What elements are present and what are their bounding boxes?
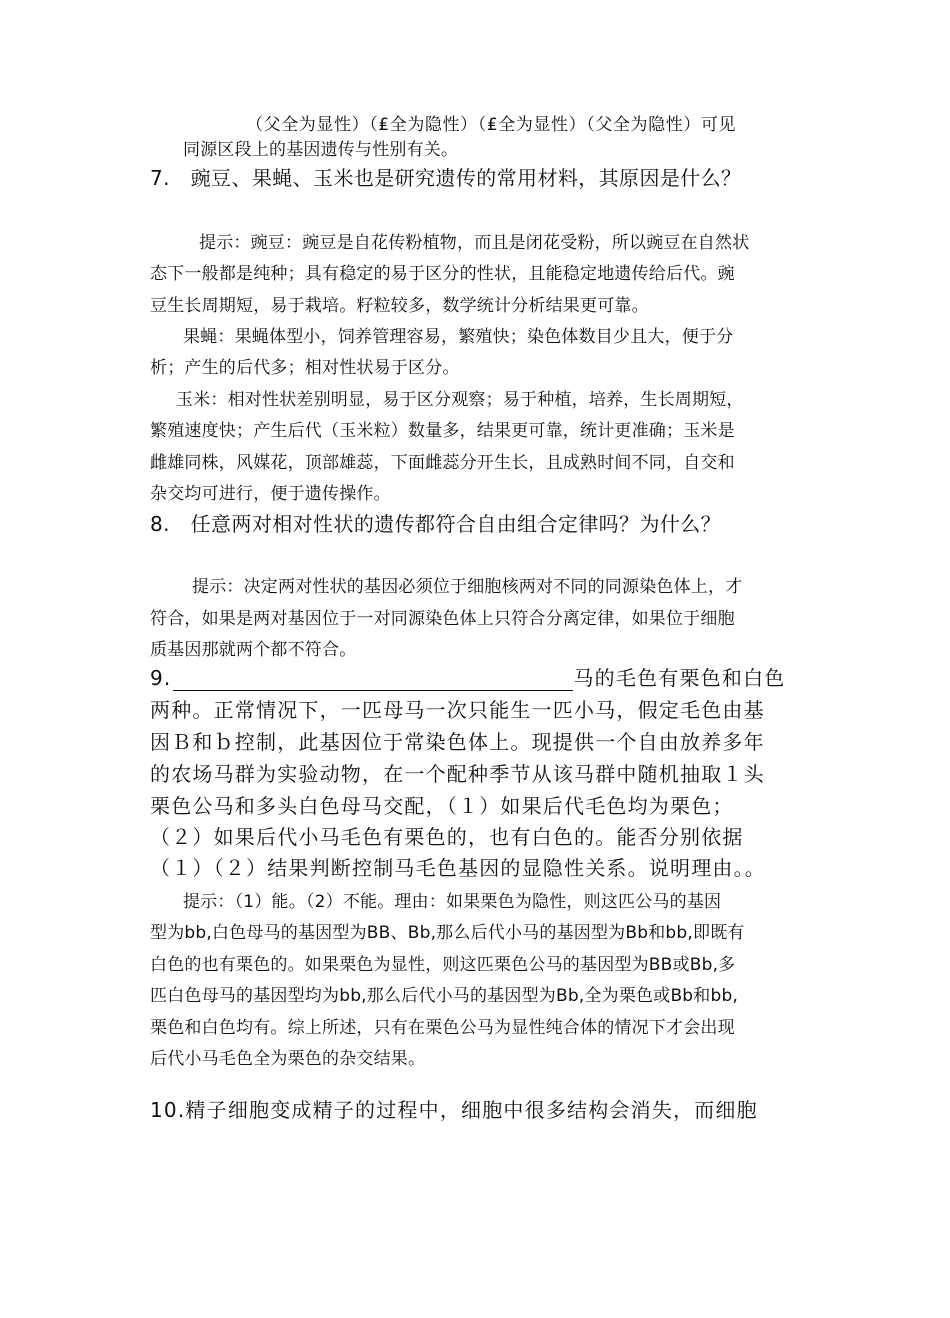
- q9-body-line: 的农场马群为实验动物，在一个配种季节从该马群中随机抽取１头: [150, 762, 765, 786]
- q8-hint-line: 质基因那就两个都不符合。: [150, 640, 357, 660]
- q7-hint-line: 杂交均可进行，便于遗传操作。: [150, 484, 391, 504]
- q9-hint-line: 白色的也有栗色的。如果栗色为显性，则这匹栗色公马的基因型为BB或Bb,多: [150, 955, 736, 975]
- question-9-first-line-text: 马的毛色有栗色和白色: [573, 666, 786, 690]
- q9-body-line: （１）（２）结果判断控制马毛色基因的显隐性关系。说明理由。。: [150, 856, 766, 880]
- question-8-number: 8.: [150, 512, 170, 536]
- question-10-number: 10.: [150, 1098, 186, 1122]
- question-9-number: 9.: [150, 666, 172, 690]
- q7-hint-line: 豆生长周期短，易于栽培。籽粒较多，数学统计分析结果更可靠。: [150, 296, 649, 316]
- question-7: [150, 162, 741, 191]
- q9-body-line: （２）如果后代小马毛色有栗色的，也有白色的。能否分别依据: [150, 825, 744, 849]
- q9-body-line: 栗色公马和多头白色母马交配，（１）如果后代毛色均为栗色；: [150, 794, 734, 818]
- q7-hint-line: 雌雄同株，风媒花，顶部雄蕊，下面雌蕊分开生长，且成熟时间不同，自交和: [150, 453, 735, 473]
- question-8: [150, 508, 721, 537]
- q7-hint-line: 析；产生的后代多；相对性状易于区分。: [150, 358, 460, 378]
- q9-body-line: 两种。正常情况下，一匹母马一次只能生一匹小马，假定毛色由基: [150, 698, 765, 722]
- q9-body-line: 因Ｂ和ｂ控制，此基因位于常染色体上。现提供一个自由放养多年: [150, 730, 765, 754]
- q8-hint-line: 符合，如果是两对基因位于一对同源染色体上只符合分离定律，如果位于细胞: [150, 609, 735, 629]
- question-8-text: 任意两对相对性状的遗传都符合自由组合定律吗？为什么？: [190, 512, 722, 536]
- q9-hint-line: 匹白色母马的基因型均为bb,那么后代小马的基因型为Bb,全为栗色或Bb和bb,: [150, 986, 739, 1006]
- question-10: [150, 1094, 758, 1123]
- question-10-text: 精子细胞变成精子的过程中，细胞中很多结构会消失，而细胞: [185, 1098, 758, 1122]
- q8-hint-line: 提示：决定两对性状的基因必须位于细胞核两对不同的同源染色体上，才: [192, 577, 743, 597]
- q7-hint-line: 提示：豌豆：豌豆是自花传粉植物，而且是闭花受粉，所以豌豆在自然状: [199, 233, 750, 253]
- question-7-number: 7.: [150, 166, 170, 190]
- question-7-text: 豌豆、果蝇、玉米也是研究遗传的常用材料，其原因是什么？: [190, 166, 742, 190]
- q9-hint-line: 栗色和白色均有。综上所述，只有在栗色公马为显性纯合体的情况下才会出现: [150, 1018, 735, 1038]
- q9-hint-line: 提示：（1）能。（2）不能。理由：如果栗色为隐性，则这匹公马的基因: [183, 892, 722, 912]
- q9-hint-line: 后代小马毛色全为栗色的杂交结果。: [150, 1049, 426, 1069]
- q7-hint-line: 繁殖速度快；产生后代（玉米粒）数量多，结果更可靠，统计更准确；玉米是: [150, 421, 735, 441]
- q7-hint-line: 玉米：相对性状差别明显，易于区分观察；易于种植，培养，生长周期短，: [176, 390, 744, 410]
- question-9-first-line: [150, 662, 785, 691]
- q7-hint-line: 态下一般都是纯种；具有稳定的易于区分的性状，且能稳定地遗传给后代。豌: [150, 264, 735, 284]
- top-line-1: （父全为显性）（₤全为隐性）（₤全为显性）（父全为隐性）可见: [246, 115, 737, 135]
- answer-blank: [173, 668, 573, 691]
- top-line-2: 同源区段上的基因遗传与性别有关。: [183, 140, 459, 160]
- q7-hint-line: 果蝇：果蝇体型小，饲养管理容易，繁殖快；染色体数目少且大，便于分: [183, 327, 734, 347]
- q9-hint-line: 型为bb,白色母马的基因型为BB、Bb,那么后代小马的基因型为Bb和bb,即既有: [150, 923, 745, 943]
